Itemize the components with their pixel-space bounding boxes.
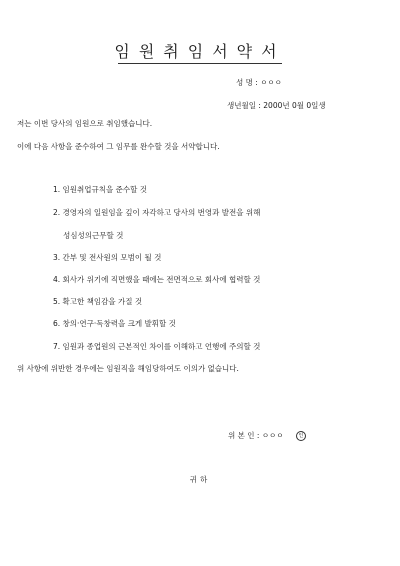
- pledger-value: ㅇㅇㅇ: [261, 431, 284, 440]
- name-row: [236, 79, 282, 87]
- name-label: 성 명 :: [236, 78, 258, 87]
- intro-line-2: 이에 다음 사항을 준수하여 그 임무를 완수할 것을 서약합니다.: [17, 142, 220, 151]
- pledge-item-3: 3. 간부 및 전사원의 모범이 될 것: [53, 253, 162, 262]
- name-value: ㅇㅇㅇ: [260, 78, 282, 87]
- pledge-item-2: 2. 경영자의 일원임을 깊이 자각하고 당사의 번영과 발전을 위해: [53, 208, 261, 217]
- pledge-item-6: 6. 창의·연구·독창력을 크게 발휘할 것: [53, 319, 176, 328]
- birthdate-row: [227, 102, 326, 110]
- title-underline: [118, 63, 282, 64]
- pledger-label: 위 본 인 :: [228, 431, 260, 440]
- pledge-item-7: 7. 임원과 종업원의 근본적인 차이를 이해하고 언행에 주의할 것: [53, 342, 261, 351]
- pledge-item-5: 5. 확고한 책임감을 가질 것: [53, 297, 143, 306]
- birthdate-value: 2000년 0월 0일생: [263, 101, 326, 110]
- document-title: 임원취임서약서: [114, 42, 286, 61]
- intro-line-1: 저는 이번 당사의 임원으로 취임했습니다.: [17, 119, 153, 128]
- pledger-row: [228, 431, 306, 441]
- pledge-item-1: 1. 임원취업규칙을 준수할 것: [53, 185, 148, 194]
- pledge-item-4: 4. 회사가 위기에 직면했을 때에는 전면적으로 회사에 협력할 것: [53, 275, 261, 284]
- seal-mark: 인: [296, 431, 306, 441]
- pledge-item-2-continuation: 성심성의근무할 것: [63, 231, 124, 240]
- addressee: 귀하: [189, 475, 211, 484]
- birthdate-label: 생년월일 :: [227, 101, 261, 110]
- closing-statement: 위 사항에 위반한 경우에는 임원직을 해임당하여도 이의가 없습니다.: [17, 364, 239, 373]
